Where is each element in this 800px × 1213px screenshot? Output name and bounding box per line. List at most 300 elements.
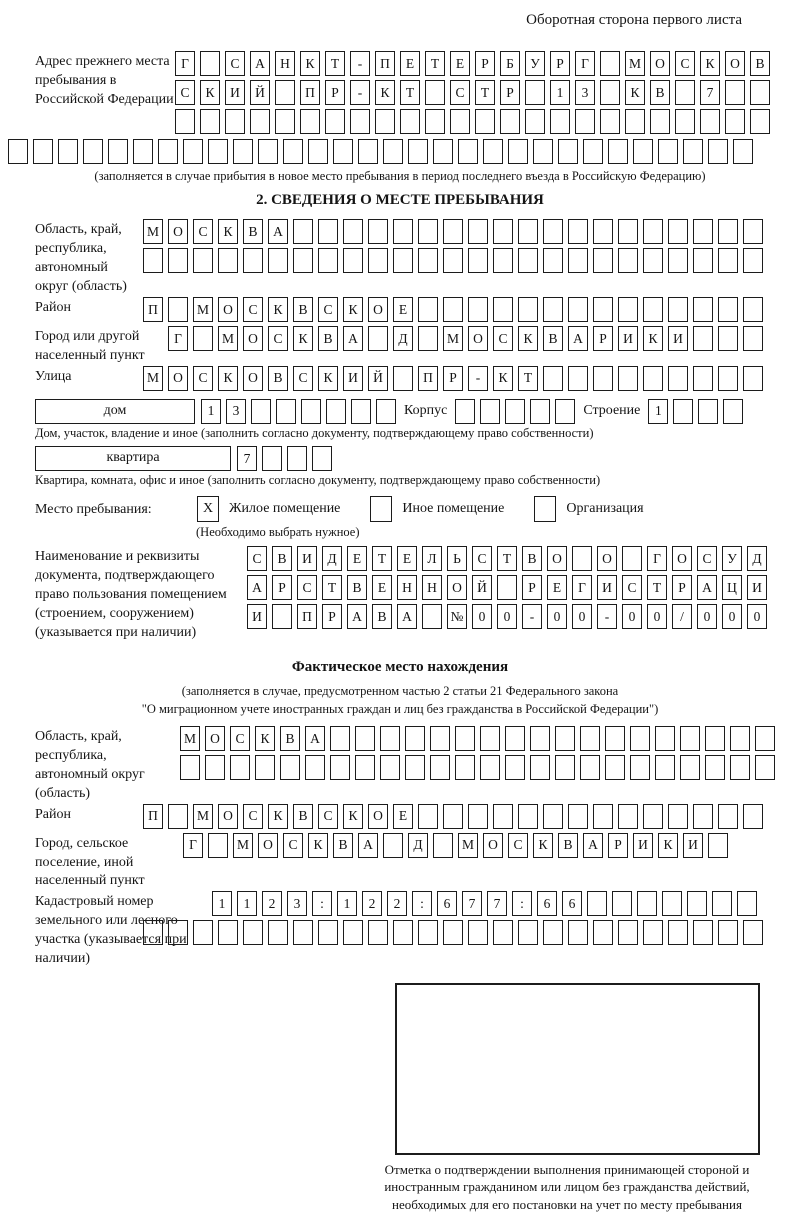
char-cell [605, 755, 625, 780]
char-cell: О [243, 326, 263, 351]
char-cell: М [625, 51, 645, 76]
char-cell: Й [472, 575, 492, 600]
char-cell: И [247, 604, 267, 629]
char-cell [393, 219, 413, 244]
actual-region-group [35, 726, 800, 804]
char-cell: К [268, 297, 288, 322]
apartment-cells [237, 446, 332, 471]
char-cell [243, 920, 263, 945]
char-cell: П [418, 366, 438, 391]
char-cell: Д [322, 546, 342, 571]
char-cell [718, 326, 738, 351]
char-cell: Е [347, 546, 367, 571]
char-cell [168, 804, 188, 829]
char-cell [618, 297, 638, 322]
char-cell: О [725, 51, 745, 76]
char-cell [425, 80, 445, 105]
char-cell [693, 326, 713, 351]
char-cell: Г [175, 51, 195, 76]
char-cell: К [375, 80, 395, 105]
char-cell [755, 755, 775, 780]
char-cell [587, 891, 607, 916]
char-cell [668, 920, 688, 945]
char-cell: Д [393, 326, 413, 351]
district-group [35, 297, 800, 326]
char-cell [383, 139, 403, 164]
char-cell: Е [393, 297, 413, 322]
char-cell [600, 80, 620, 105]
char-cell [351, 399, 371, 424]
char-cell: М [143, 219, 163, 244]
char-cell [493, 297, 513, 322]
char-cell: - [350, 51, 370, 76]
char-cell [693, 366, 713, 391]
char-cell: / [672, 604, 692, 629]
char-cell: Д [408, 833, 428, 858]
char-cell: К [343, 297, 363, 322]
char-cell: Л [422, 546, 442, 571]
char-cell: С [243, 804, 263, 829]
char-cell [280, 755, 300, 780]
char-cell [480, 726, 500, 751]
char-cell: Д [747, 546, 767, 571]
char-cell [530, 755, 550, 780]
char-cell [343, 920, 363, 945]
char-cell: 6 [537, 891, 557, 916]
char-cell: Т [647, 575, 667, 600]
char-cell: К [255, 726, 275, 751]
char-cell [593, 297, 613, 322]
char-cell: К [625, 80, 645, 105]
char-cell [593, 366, 613, 391]
city-row [168, 326, 763, 351]
char-cell: Р [322, 604, 342, 629]
char-cell [543, 366, 563, 391]
char-cell [208, 139, 228, 164]
char-cell [255, 755, 275, 780]
char-cell [543, 219, 563, 244]
char-cell: 2 [387, 891, 407, 916]
stay-type-option-label: Организация [566, 501, 644, 517]
stay-type-option-label: Жилое помещение [229, 501, 341, 517]
char-cell: Р [443, 366, 463, 391]
apartment-row [35, 446, 800, 471]
char-cell: 0 [622, 604, 642, 629]
char-cell [480, 755, 500, 780]
char-cell [558, 139, 578, 164]
char-cell [393, 366, 413, 391]
house-note: Дом, участок, владение и иное (заполнить согласно документу, подтверждающему право собственности) [35, 425, 594, 440]
char-cell [272, 604, 292, 629]
char-cell: К [343, 804, 363, 829]
char-cell: О [597, 546, 617, 571]
char-cell [287, 446, 307, 471]
char-cell: К [643, 326, 663, 351]
char-cell [543, 920, 563, 945]
char-cell [518, 248, 538, 273]
prev-address-rows [175, 51, 770, 138]
char-cell [673, 399, 693, 424]
char-cell: С [450, 80, 470, 105]
char-cell [743, 326, 763, 351]
char-cell [443, 920, 463, 945]
char-cell: С [193, 366, 213, 391]
char-cell: О [168, 366, 188, 391]
char-cell: С [297, 575, 317, 600]
char-cell [418, 248, 438, 273]
char-cell [675, 80, 695, 105]
char-cell: Е [372, 575, 392, 600]
prev-address-group [35, 51, 800, 138]
char-cell: О [205, 726, 225, 751]
char-cell: П [300, 80, 320, 105]
char-cell: Т [400, 80, 420, 105]
char-cell: В [268, 366, 288, 391]
char-cell: С [243, 297, 263, 322]
char-cell: 1 [550, 80, 570, 105]
char-cell: О [483, 833, 503, 858]
char-cell: О [650, 51, 670, 76]
document-group [35, 546, 800, 642]
actual-city-label: Город, сельское поселение, иной населенный пункт [35, 835, 145, 889]
char-cell [518, 219, 538, 244]
char-cell [483, 139, 503, 164]
char-cell [643, 804, 663, 829]
char-cell [505, 399, 525, 424]
char-cell: Й [250, 80, 270, 105]
char-cell: С [175, 80, 195, 105]
char-cell: 1 [648, 399, 668, 424]
char-cell [550, 109, 570, 134]
char-cell: С [318, 804, 338, 829]
char-cell: 0 [472, 604, 492, 629]
char-cell [450, 109, 470, 134]
char-cell [475, 109, 495, 134]
prev-address-row-4 [8, 139, 800, 164]
house-named-box: дом [35, 399, 195, 424]
stay-type-label: Место пребывания: [35, 501, 152, 517]
char-cell [408, 139, 428, 164]
confirmation-stamp-note: Отметка о подтверждении выполнения принимающей стороной и иностранным гражданином или лицом без гражданства действий, необходимых для его постановки на учет по месту пребывания [384, 1161, 750, 1212]
char-cell [630, 726, 650, 751]
char-cell [743, 219, 763, 244]
document-row-2 [247, 575, 767, 600]
char-cell [418, 219, 438, 244]
char-cell [430, 726, 450, 751]
char-cell [430, 755, 450, 780]
char-cell: : [312, 891, 332, 916]
char-cell [158, 139, 178, 164]
char-cell: Е [393, 804, 413, 829]
document-label: Наименование и реквизиты документа, подтверждающего право пользования помещением (строением, сооружением) (указывается при наличии) [35, 549, 227, 640]
char-cell: Н [275, 51, 295, 76]
char-cell: Н [397, 575, 417, 600]
char-cell: 0 [547, 604, 567, 629]
char-cell [600, 109, 620, 134]
char-cell: А [343, 326, 363, 351]
char-cell [422, 604, 442, 629]
char-cell [468, 804, 488, 829]
char-cell: И [668, 326, 688, 351]
char-cell [725, 109, 745, 134]
char-cell [300, 109, 320, 134]
district-row [143, 297, 763, 322]
char-cell [680, 726, 700, 751]
char-cell: Р [593, 326, 613, 351]
char-cell [200, 51, 220, 76]
document-row-1 [247, 546, 767, 571]
char-cell [380, 755, 400, 780]
char-cell: Г [168, 326, 188, 351]
document-row-3 [247, 604, 767, 629]
char-cell [543, 804, 563, 829]
char-cell [723, 399, 743, 424]
stay-type-option [534, 496, 661, 522]
char-cell [743, 248, 763, 273]
actual-location-note-1: (заполняется в случае, предусмотренном частью 2 статьи 21 Федерального закона [181, 683, 619, 698]
char-cell: Р [522, 575, 542, 600]
char-cell: В [750, 51, 770, 76]
char-cell: А [247, 575, 267, 600]
char-cell [543, 248, 563, 273]
char-cell: Е [400, 51, 420, 76]
char-cell [368, 219, 388, 244]
char-cell [655, 755, 675, 780]
char-cell [668, 297, 688, 322]
char-cell [418, 804, 438, 829]
char-cell [630, 755, 650, 780]
char-cell [533, 139, 553, 164]
char-cell: А [250, 51, 270, 76]
char-cell [698, 399, 718, 424]
char-cell: О [243, 366, 263, 391]
char-cell: С [508, 833, 528, 858]
char-cell: Р [475, 51, 495, 76]
char-cell [568, 297, 588, 322]
actual-location-note-2: "О миграционном учете иностранных граждан и лиц без гражданства в Российской Федерации") [141, 701, 659, 716]
char-cell [326, 399, 346, 424]
char-cell: Т [322, 575, 342, 600]
char-cell: К [533, 833, 553, 858]
char-cell [583, 139, 603, 164]
char-cell [225, 109, 245, 134]
char-cell [683, 139, 703, 164]
char-cell [143, 248, 163, 273]
char-cell: Е [397, 546, 417, 571]
char-cell: - [597, 604, 617, 629]
char-cell: Ц [722, 575, 742, 600]
char-cell [668, 248, 688, 273]
char-cell [418, 297, 438, 322]
char-cell [258, 139, 278, 164]
char-cell [568, 804, 588, 829]
char-cell: - [468, 366, 488, 391]
char-cell: 1 [212, 891, 232, 916]
char-cell [693, 804, 713, 829]
prev-address-row-2 [175, 80, 770, 105]
char-cell: 0 [722, 604, 742, 629]
char-cell: О [218, 804, 238, 829]
char-cell: К [308, 833, 328, 858]
char-cell: К [493, 366, 513, 391]
char-cell [276, 399, 296, 424]
char-cell [525, 109, 545, 134]
char-cell [568, 920, 588, 945]
city-group [35, 326, 800, 366]
char-cell [633, 139, 653, 164]
char-cell: 1 [337, 891, 357, 916]
char-cell [643, 920, 663, 945]
char-cell [480, 399, 500, 424]
char-cell [262, 446, 282, 471]
char-cell: В [293, 804, 313, 829]
char-cell: - [350, 80, 370, 105]
char-cell [555, 726, 575, 751]
char-cell: С [472, 546, 492, 571]
char-cell [250, 109, 270, 134]
char-cell [643, 297, 663, 322]
char-cell [718, 219, 738, 244]
char-cell [468, 297, 488, 322]
char-cell [505, 726, 525, 751]
char-cell [743, 920, 763, 945]
char-cell [525, 80, 545, 105]
street-label: Улица [35, 368, 72, 384]
char-cell: В [372, 604, 392, 629]
char-cell [743, 366, 763, 391]
char-cell [705, 726, 725, 751]
char-cell [193, 248, 213, 273]
char-cell: 3 [226, 399, 246, 424]
char-cell: : [512, 891, 532, 916]
char-cell [622, 546, 642, 571]
char-cell: И [618, 326, 638, 351]
char-cell [368, 920, 388, 945]
char-cell [208, 833, 228, 858]
char-cell [293, 248, 313, 273]
char-cell [555, 399, 575, 424]
char-cell: С [268, 326, 288, 351]
prev-address-note: (заполняется в случае прибытия в новое место пребывания в период последнего въезда в Российскую Федерацию) [94, 169, 706, 183]
prev-address-row-3 [175, 109, 770, 134]
char-cell [543, 297, 563, 322]
char-cell: К [218, 219, 238, 244]
char-cell [318, 920, 338, 945]
stay-type-checkbox [534, 496, 556, 522]
char-cell [493, 219, 513, 244]
char-cell [355, 755, 375, 780]
char-cell [330, 726, 350, 751]
char-cell [433, 833, 453, 858]
char-cell: О [447, 575, 467, 600]
char-cell: У [525, 51, 545, 76]
char-cell [643, 366, 663, 391]
stay-type-row [35, 496, 800, 522]
char-cell: О [218, 297, 238, 322]
char-cell [275, 80, 295, 105]
char-cell [455, 755, 475, 780]
house-row [35, 399, 800, 424]
char-cell [575, 109, 595, 134]
page-header: Оборотная сторона первого листа [526, 12, 742, 28]
char-cell: Т [372, 546, 392, 571]
char-cell [593, 248, 613, 273]
char-cell [497, 575, 517, 600]
cadastral-label: Кадастровый номер земельного или лесного участка (указывается при наличии) [35, 894, 187, 966]
char-cell: К [318, 366, 338, 391]
char-cell: К [518, 326, 538, 351]
char-cell [443, 219, 463, 244]
char-cell: В [243, 219, 263, 244]
char-cell [618, 920, 638, 945]
district-label: Район [35, 299, 71, 315]
char-cell: В [318, 326, 338, 351]
char-cell: А [358, 833, 378, 858]
char-cell [530, 399, 550, 424]
char-cell: 6 [562, 891, 582, 916]
char-cell [518, 920, 538, 945]
char-cell [568, 366, 588, 391]
char-cell [358, 139, 378, 164]
char-cell [58, 139, 78, 164]
char-cell: К [658, 833, 678, 858]
char-cell [518, 804, 538, 829]
stay-type-options [185, 496, 662, 522]
char-cell: С [230, 726, 250, 751]
char-cell [600, 51, 620, 76]
char-cell [343, 248, 363, 273]
char-cell [712, 891, 732, 916]
char-cell [268, 920, 288, 945]
char-cell [700, 109, 720, 134]
char-cell [530, 726, 550, 751]
char-cell [405, 755, 425, 780]
char-cell [750, 80, 770, 105]
char-cell: М [193, 804, 213, 829]
char-cell: В [347, 575, 367, 600]
char-cell [468, 219, 488, 244]
char-cell [568, 248, 588, 273]
char-cell: 0 [747, 604, 767, 629]
char-cell: М [458, 833, 478, 858]
char-cell: 7 [700, 80, 720, 105]
char-cell [380, 726, 400, 751]
char-cell: Р [550, 51, 570, 76]
char-cell [693, 219, 713, 244]
char-cell [568, 219, 588, 244]
char-cell [333, 139, 353, 164]
char-cell: 7 [462, 891, 482, 916]
char-cell: 3 [287, 891, 307, 916]
char-cell: С [318, 297, 338, 322]
char-cell [455, 726, 475, 751]
char-cell [168, 248, 188, 273]
char-cell [718, 248, 738, 273]
char-cell [730, 755, 750, 780]
char-cell [168, 297, 188, 322]
char-cell: Т [425, 51, 445, 76]
char-cell [618, 219, 638, 244]
char-cell [508, 139, 528, 164]
char-cell: Р [672, 575, 692, 600]
char-cell: В [272, 546, 292, 571]
char-cell [133, 139, 153, 164]
char-cell [468, 248, 488, 273]
char-cell: Г [572, 575, 592, 600]
char-cell [458, 139, 478, 164]
char-cell: П [143, 804, 163, 829]
char-cell [750, 109, 770, 134]
